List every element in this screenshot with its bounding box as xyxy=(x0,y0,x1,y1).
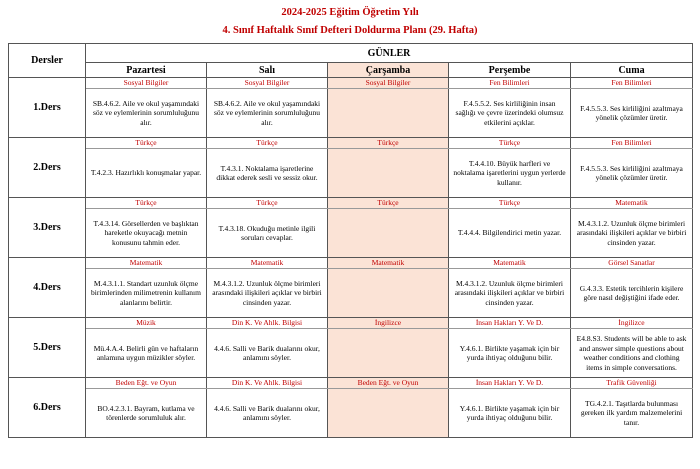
outcome-cell-wednesday xyxy=(328,329,449,378)
lesson-content-row xyxy=(9,389,693,438)
subject-cell-tuesday: Sosyal Bilgiler xyxy=(207,78,328,89)
outcome-text: T.4.4.4. Bilgilendirici metin yazar. xyxy=(457,228,562,238)
subject-cell-friday: Görsel Sanatlar xyxy=(571,258,693,269)
lesson-subject-row xyxy=(9,198,693,209)
outcome-cell-monday xyxy=(86,209,207,258)
subject-cell-friday: Trafik Güvenliği xyxy=(571,378,693,389)
subject-cell-friday: İngilizce xyxy=(571,318,693,329)
gunler-header: GÜNLER xyxy=(86,44,693,63)
lesson-label: 5.Ders xyxy=(9,318,86,378)
outcome-cell-friday xyxy=(571,89,693,138)
outcome-cell-monday xyxy=(86,269,207,318)
lesson-content-row xyxy=(9,149,693,198)
subject-cell-thursday: Matematik xyxy=(449,258,571,269)
subject-cell-friday: Fen Bilimleri xyxy=(571,78,693,89)
subject-cell-tuesday: Türkçe xyxy=(207,198,328,209)
outcome-text: F.4.5.5.2. Ses kirliliğinin insan sağlığı ve çevre üzerindeki olumsuz etkilerini açıklar. xyxy=(455,98,564,127)
outcome-cell-wednesday xyxy=(328,149,449,198)
outcome-cell-tuesday xyxy=(207,329,328,378)
lesson-content-row xyxy=(9,209,693,258)
outcome-text: Mü.4.A.4. Belirli gün ve haftaların anlamına uygun müzikler söyler. xyxy=(93,343,199,362)
lesson-content-row xyxy=(9,89,693,138)
outcome-cell-thursday xyxy=(449,149,571,198)
page-subtitle: 4. Sınıf Haftalık Sınıf Defteri Doldurma Planı (29. Hafta) xyxy=(222,25,478,36)
outcome-cell-tuesday xyxy=(207,89,328,138)
subject-cell-thursday: İnsan Hakları Y. Ve D. xyxy=(449,318,571,329)
subject-cell-tuesday: Din K. Ve Ahlk. Bilgisi xyxy=(207,318,328,329)
lesson-content-row xyxy=(9,329,693,378)
subject-cell-monday: Türkçe xyxy=(86,138,207,149)
subject-cell-tuesday: Din K. Ve Ahlk. Bilgisi xyxy=(207,378,328,389)
subject-cell-wednesday: Matematik xyxy=(328,258,449,269)
subject-cell-wednesday: Beden Eğt. ve Oyun xyxy=(328,378,449,389)
outcome-cell-friday xyxy=(571,149,693,198)
outcome-text: G.4.3.3. Estetik tercihlerin kişilere göre nasıl değiştiğini ifade eder. xyxy=(579,283,684,302)
outcome-text: T.4.4.10. Büyük harfleri ve noktalama işaretlerini uygun yerlerde kullanır. xyxy=(453,158,566,187)
outcome-cell-tuesday xyxy=(207,209,328,258)
outcome-text: Y.4.6.1. Birlikte yaşamak için bir yurda ihtiyaç olduğunu bilir. xyxy=(459,403,560,422)
subject-cell-monday: Beden Eğt. ve Oyun xyxy=(86,378,207,389)
subject-cell-thursday: Türkçe xyxy=(449,138,571,149)
outcome-cell-thursday xyxy=(449,329,571,378)
subject-cell-wednesday: İngilizce xyxy=(328,318,449,329)
outcome-cell-wednesday xyxy=(328,269,449,318)
lesson-label: 3.Ders xyxy=(9,198,86,258)
lesson-label: 2.Ders xyxy=(9,138,86,198)
page-title: 2024-2025 Eğitim Öğretim Yılı xyxy=(281,7,419,18)
outcome-text: T.4.3.1. Noktalama işaretlerine dikkat ederek sesli ve sessiz okur. xyxy=(216,163,318,182)
outcome-cell-monday xyxy=(86,149,207,198)
day-header-tuesday: Salı xyxy=(207,63,328,78)
outcome-cell-wednesday xyxy=(328,89,449,138)
lesson-subject-row xyxy=(9,378,693,389)
subject-cell-tuesday: Türkçe xyxy=(207,138,328,149)
subject-cell-wednesday: Türkçe xyxy=(328,198,449,209)
outcome-cell-wednesday xyxy=(328,209,449,258)
lesson-content-row xyxy=(9,269,693,318)
outcome-text: M.4.3.1.1. Standart uzunluk ölçme birimlerinden milimetrenin kullanım alanlarını belirtir. xyxy=(91,278,201,307)
outcome-cell-tuesday xyxy=(207,389,328,438)
subject-cell-thursday: Türkçe xyxy=(449,198,571,209)
subject-cell-thursday: İnsan Hakları Y. Ve D. xyxy=(449,378,571,389)
outcome-cell-friday xyxy=(571,389,693,438)
outcome-text: M.4.3.1.2. Uzunluk ölçme birimleri arasındaki ilişkileri açıklar ve birbiri cinsinden yazar. xyxy=(212,278,322,307)
day-header-friday: Cuma xyxy=(571,63,693,78)
lesson-label: 6.Ders xyxy=(9,378,86,438)
outcome-text: T.4.3.14. Görsellerden ve başlıktan hareketle okuyacağı metnin konusunu tahmin eder. xyxy=(93,218,199,247)
weekly-plan-table xyxy=(8,43,693,438)
outcome-cell-tuesday xyxy=(207,269,328,318)
outcome-cell-thursday xyxy=(449,269,571,318)
outcome-text: T.4.2.3. Hazırlıklı konuşmalar yapar. xyxy=(90,168,202,178)
outcome-cell-thursday xyxy=(449,209,571,258)
outcome-cell-thursday xyxy=(449,89,571,138)
day-header-monday: Pazartesi xyxy=(86,63,207,78)
subject-cell-friday: Fen Bilimleri xyxy=(571,138,693,149)
outcome-text: M.4.3.1.2. Uzunluk ölçme birimleri arasındaki ilişkileri açıklar ve birbiri cinsinden yazar. xyxy=(454,278,565,307)
outcome-text: 4.4.6. Salli ve Barik dualarını okur, anlamını söyler. xyxy=(214,343,320,362)
lesson-subject-row xyxy=(9,78,693,89)
outcome-cell-friday xyxy=(571,329,693,378)
outcome-cell-monday xyxy=(86,89,207,138)
lesson-subject-row xyxy=(9,318,693,329)
outcome-cell-monday xyxy=(86,389,207,438)
lesson-label: 4.Ders xyxy=(9,258,86,318)
subject-cell-monday: Türkçe xyxy=(86,198,207,209)
outcome-cell-wednesday xyxy=(328,389,449,438)
subject-cell-thursday: Fen Bilimleri xyxy=(449,78,571,89)
subject-cell-monday: Sosyal Bilgiler xyxy=(86,78,207,89)
day-header-wednesday: Çarşamba xyxy=(328,63,449,78)
outcome-text: SB.4.6.2. Aile ve okul yaşamındaki söz ve eylemlerinin sorumluluğunu alır. xyxy=(213,98,321,127)
outcome-cell-thursday xyxy=(449,389,571,438)
outcome-text: Y.4.6.1. Birlikte yaşamak için bir yurda ihtiyaç olduğunu bilir. xyxy=(459,343,560,362)
subject-cell-monday: Matematik xyxy=(86,258,207,269)
outcome-text: F.4.5.5.3. Ses kirliliğini azaltmaya yönelik çözümler üretir. xyxy=(580,103,683,122)
outcome-text: M.4.3.1.2. Uzunluk ölçme birimleri arasındaki ilişkileri açıklar ve birbiri cinsinden yazar. xyxy=(576,218,687,247)
outcome-cell-friday xyxy=(571,209,693,258)
outcome-text: SB.4.6.2. Aile ve okul yaşamındaki söz ve eylemlerinin sorumluluğunu alır. xyxy=(92,98,200,127)
dersler-header: Dersler xyxy=(9,44,86,78)
outcome-text: 4.4.6. Salli ve Barik dualarını okur, anlamını söyler. xyxy=(214,403,320,422)
subject-cell-friday: Matematik xyxy=(571,198,693,209)
lesson-subject-row xyxy=(9,258,693,269)
outcome-text: TG.4.2.1. Taşıtlarda bulunması gereken ilk yardım malzemelerini tanır. xyxy=(580,398,683,427)
outcome-text: F.4.5.5.3. Ses kirliliğini azaltmaya yönelik çözümler üretir. xyxy=(580,163,683,182)
subject-cell-wednesday: Sosyal Bilgiler xyxy=(328,78,449,89)
lesson-subject-row xyxy=(9,138,693,149)
outcome-text: E4.8.S3. Students will be able to ask and answer simple questions about weather conditions and clothing items in simple conversations. xyxy=(576,334,687,372)
day-header-thursday: Perşembe xyxy=(449,63,571,78)
subject-cell-monday: Müzik xyxy=(86,318,207,329)
outcome-cell-monday xyxy=(86,329,207,378)
outcome-text: T.4.3.18. Okuduğu metinle ilgili soruları cevaplar. xyxy=(218,223,316,242)
subject-cell-tuesday: Matematik xyxy=(207,258,328,269)
subject-cell-wednesday: Türkçe xyxy=(328,138,449,149)
lesson-label: 1.Ders xyxy=(9,78,86,138)
outcome-text: BO.4.2.3.1. Bayram, kutlama ve törenlerde sorumluluk alır. xyxy=(97,403,195,422)
outcome-cell-friday xyxy=(571,269,693,318)
outcome-cell-tuesday xyxy=(207,149,328,198)
